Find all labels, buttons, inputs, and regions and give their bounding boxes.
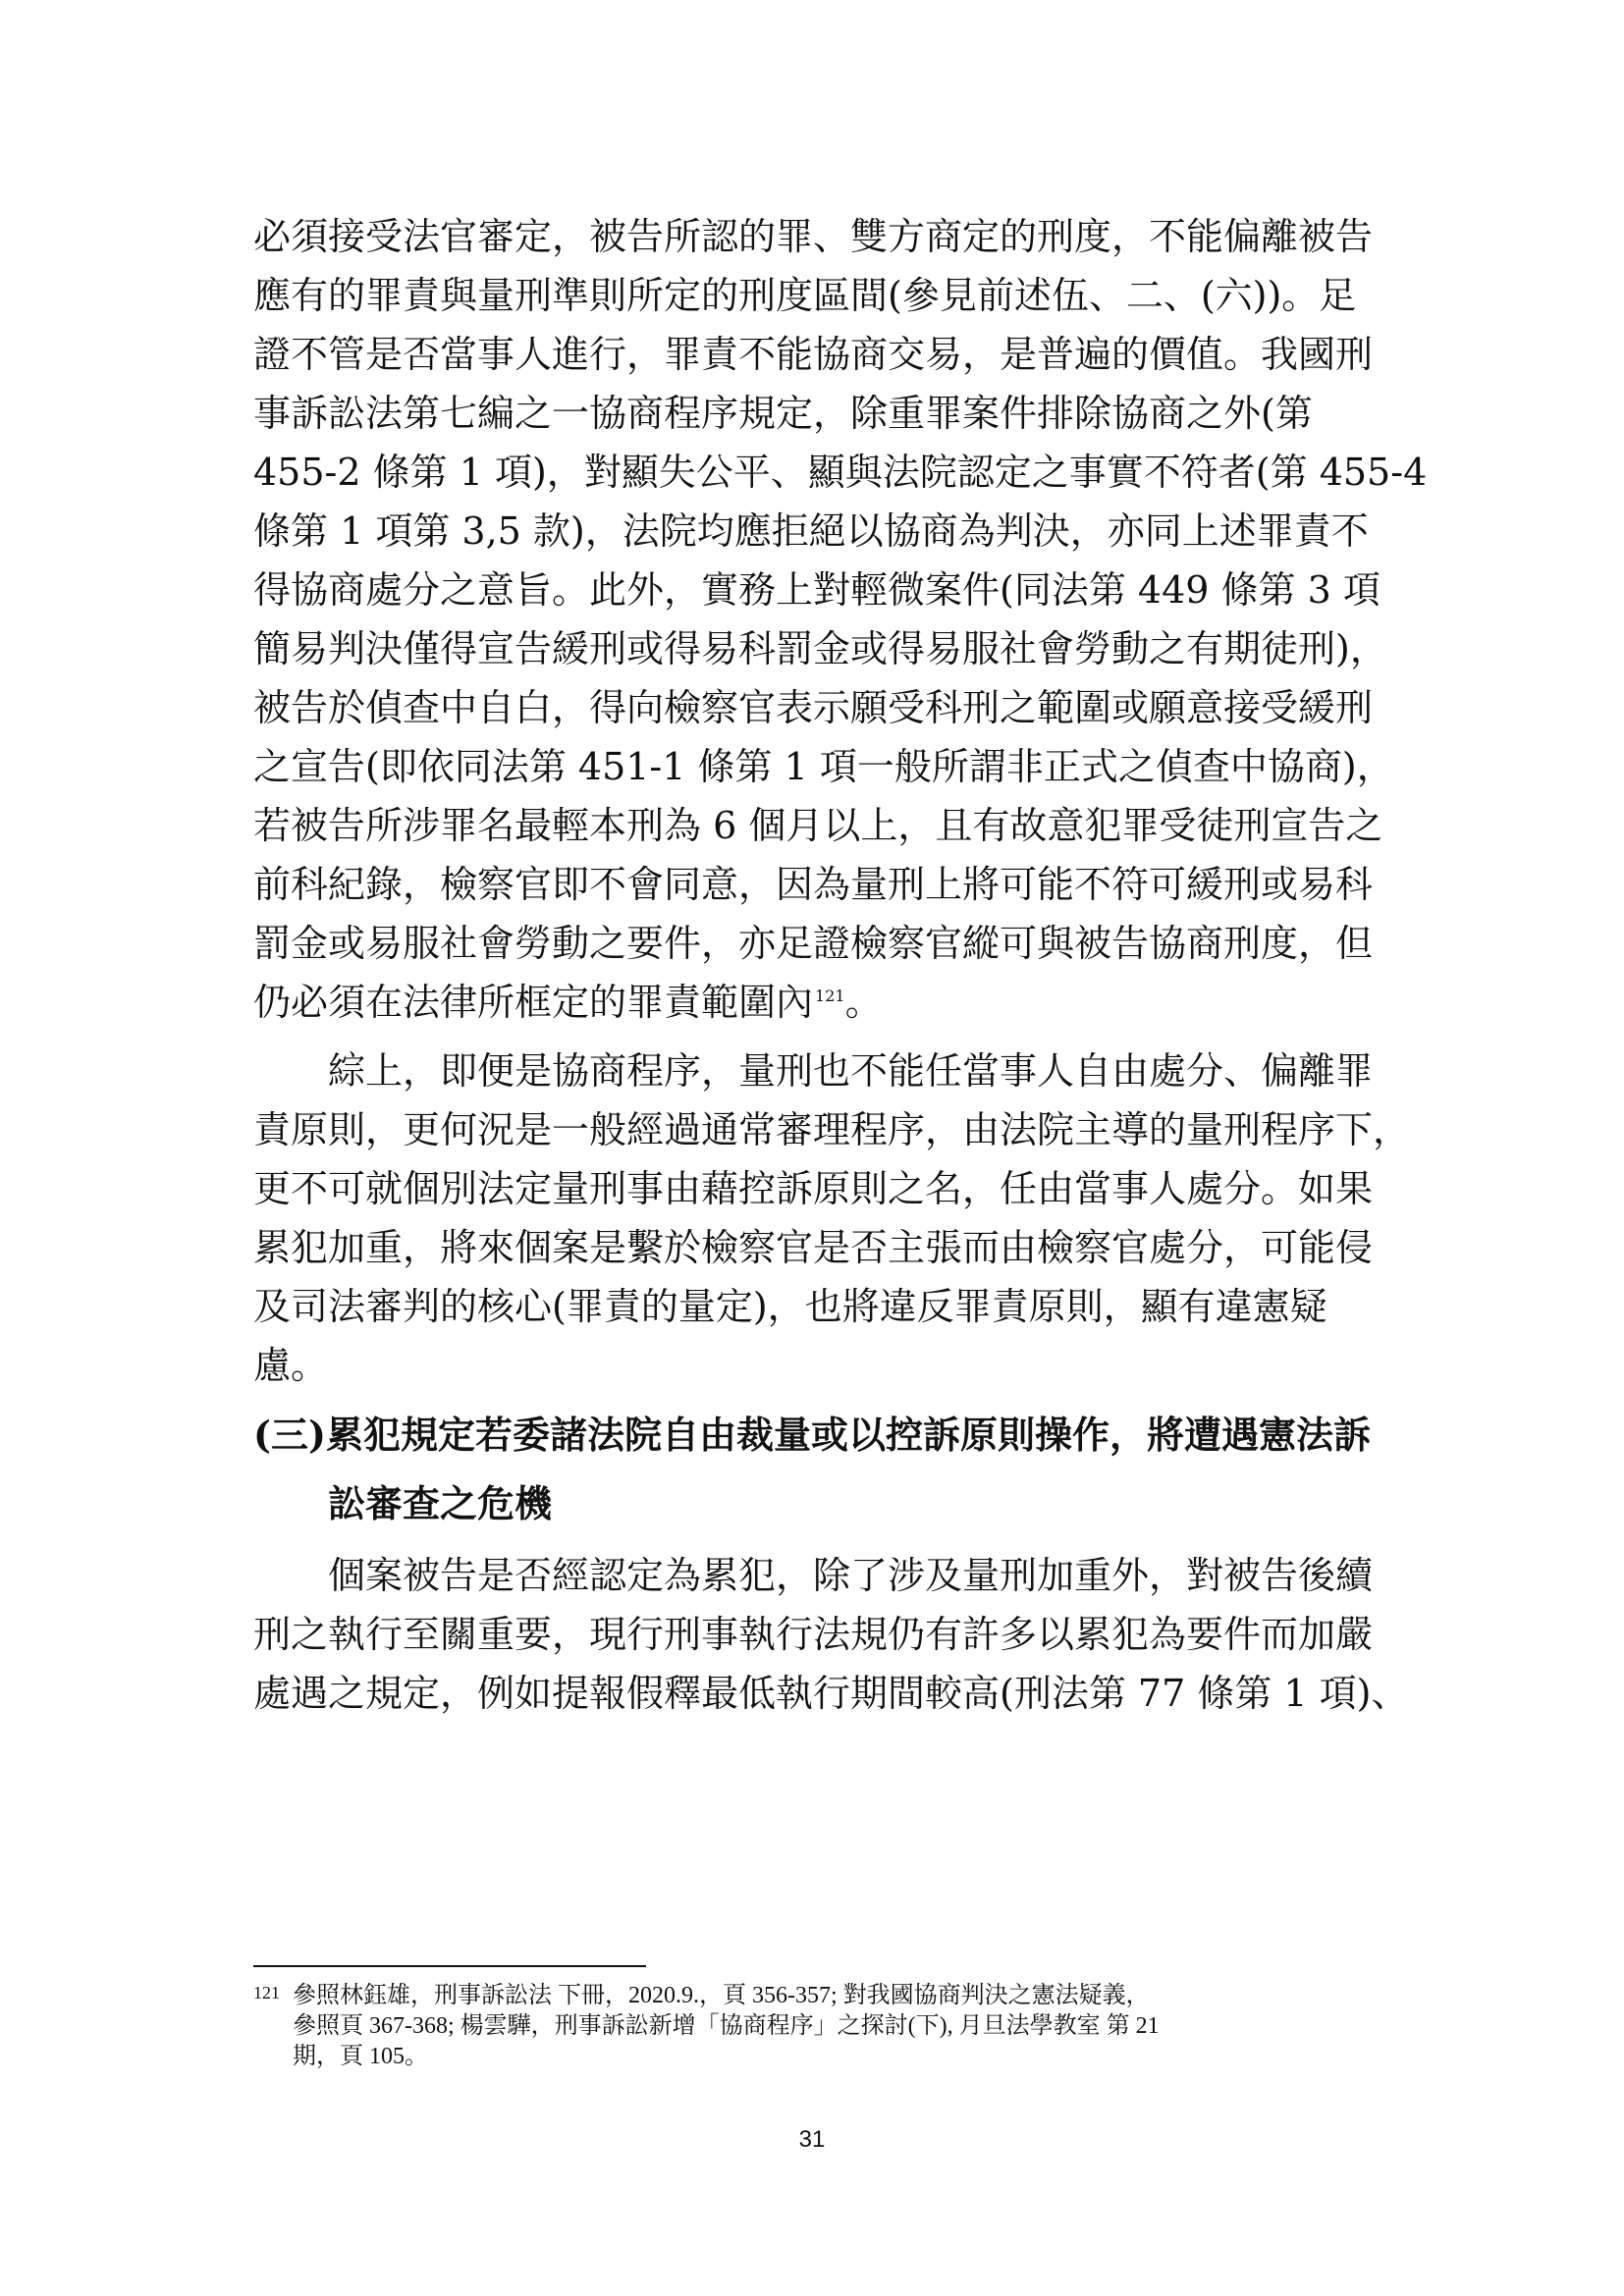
paragraph-line: 個案被告是否經認定為累犯，除了涉及量刑加重外，對被告後續	[253, 1554, 1374, 1597]
paragraph-line: 慮。	[253, 1344, 329, 1387]
paragraph-line: 條第 1 項第 3,5 款)，法院均應拒絕以協商為判決，亦同上述罪責不	[253, 509, 1369, 553]
paragraph-text-end: 。	[844, 981, 883, 1024]
paragraph-line: 處遇之規定，例如提報假釋最低執行期間較高(刑法第 77 條第 1 項)、	[253, 1672, 1409, 1715]
paragraph-line: 事訴訟法第七編之一協商程序規定，除重罪案件排除協商之外(第	[253, 392, 1313, 435]
footnote-reference[interactable]: 121	[815, 987, 845, 1006]
paragraph-line: 若被告所涉罪名最輕本刑為 6 個月以上，且有故意犯罪受徒刑宣告之	[253, 804, 1383, 847]
page-number: 31	[798, 2126, 826, 2153]
paragraph-line: 455-2 條第 1 項)，對顯失公平、顯與法院認定之事實不符者(第 455-4	[253, 451, 1428, 494]
footnote-line: 參照頁 367-368; 楊雲驊，刑事訴訟新增「協商程序」之探討(下), 月旦法學教室 第 21	[293, 2013, 1160, 2039]
paragraph-line: 證不管是否當事人進行，罪責不能協商交易，是普遍的價值。我國刑	[253, 333, 1374, 376]
section-heading: (三)累犯規定若委諸法院自由裁量或以控訴原則操作，將遭遇憲法訴	[253, 1413, 1371, 1457]
section-heading: 訟審查之危機	[253, 1481, 553, 1525]
footnote-line: 期，頁 105。	[293, 2044, 428, 2069]
paragraph-line: 累犯加重，將來個案是繫於檢察官是否主張而由檢察官處分，可能侵	[253, 1226, 1374, 1269]
paragraph-line: 責原則，更何況是一般經過通常審理程序，由法院主導的量刑程序下，	[253, 1108, 1411, 1151]
paragraph-line: 前科紀錄，檢察官即不會同意，因為量刑上將可能不符可緩刑或易科	[253, 863, 1374, 906]
paragraph-line: 及司法審判的核心(罪責的量定)，也將違反罪責原則，顯有違憲疑	[253, 1285, 1327, 1328]
paragraph-line: 罰金或易服社會勞動之要件，亦足證檢察官縱可與被告協商刑度，但	[253, 922, 1374, 965]
paragraph-line: 得協商處分之意旨。此外，實務上對輕微案件(同法第 449 條第 3 項	[253, 568, 1380, 612]
paragraph-line: 刑之執行至關重要，現行刑事執行法規仍有許多以累犯為要件而加嚴	[253, 1613, 1374, 1656]
paragraph-line-last	[253, 978, 883, 1027]
footnote-divider	[253, 1965, 646, 1967]
paragraph-line: 被告於偵查中自白，得向檢察官表示願受科刑之範圍或願意接受緩刑	[253, 686, 1374, 729]
footnote-number: 121	[253, 1983, 280, 2002]
paragraph-text: 仍必須在法律所框定的罪責範圍內	[253, 981, 814, 1024]
footnote-line: 參照林鈺雄，刑事訴訟法 下冊，2020.9.，頁 356-357; 對我國協商判決之憲法疑義，	[293, 1983, 1150, 2008]
paragraph-line: 簡易判決僅得宣告緩刑或得易科罰金或得易服社會勞動之有期徒刑)，	[253, 627, 1387, 670]
paragraph-line: 必須接受法官審定，被告所認的罪、雙方商定的刑度，不能偏離被告	[253, 215, 1374, 258]
paragraph-line: 之宣告(即依同法第 451-1 條第 1 項一般所謂非正式之偵查中協商)，	[253, 745, 1394, 788]
paragraph-line: 綜上，即便是協商程序，量刑也不能任當事人自由處分、偏離罪	[253, 1049, 1374, 1093]
paragraph-line: 應有的罪責與量刑準則所定的刑度區間(參見前述伍、二、(六))。足	[253, 274, 1357, 317]
paragraph-line: 更不可就個別法定量刑事由藉控訴原則之名，任由當事人處分。如果	[253, 1167, 1374, 1210]
